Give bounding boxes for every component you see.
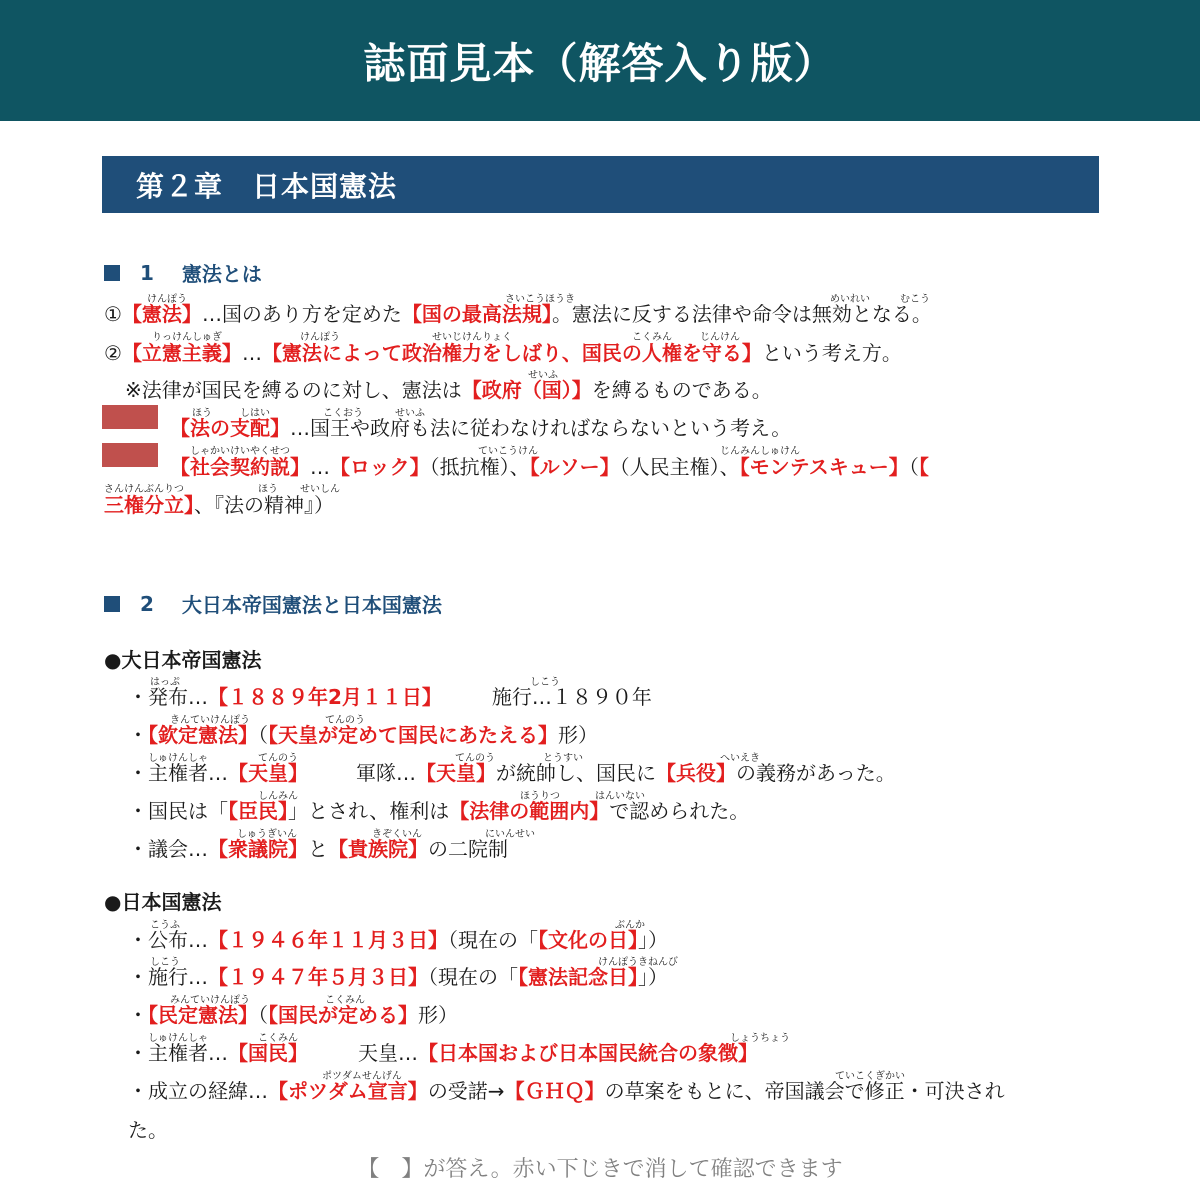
section-number: 2 [140, 591, 154, 616]
text-line [104, 493, 334, 517]
text-line [128, 1079, 1005, 1103]
square-icon [104, 265, 120, 281]
text: の二院制 [428, 837, 508, 861]
section-number: 1 [140, 260, 154, 285]
ruby: けんぽう [147, 294, 187, 305]
text: ・ [128, 1003, 148, 1027]
answer: 【ロック】 [330, 455, 430, 479]
ruby: こくみん [325, 995, 365, 1006]
text-line [128, 761, 896, 785]
ruby: こうふ [150, 920, 180, 931]
ruby: せいじけんりょく [432, 332, 512, 343]
text-line [125, 378, 772, 402]
answer: 【立憲主義】 [121, 341, 242, 365]
ruby: けんぽうきねんび [598, 957, 678, 968]
ruby: てんのう [258, 753, 298, 764]
text: … [310, 455, 330, 479]
ruby: せいふ [528, 370, 558, 381]
answer: 【民定憲法】 [148, 1003, 258, 1027]
text: 軍隊… [356, 761, 416, 785]
ruby: にいんせい [485, 829, 535, 840]
text-line [128, 837, 508, 861]
chapter-title: 第２章 日本国憲法 [136, 169, 398, 203]
marker: ① [104, 302, 122, 326]
ruby: しはい [240, 408, 270, 419]
text-line [104, 302, 932, 326]
ruby: てんのう [455, 753, 495, 764]
text: が統帥し、国民に [496, 761, 656, 785]
answer: 【天皇】 [228, 761, 308, 785]
red-sticker [102, 443, 158, 467]
text: ・ [128, 723, 148, 747]
answer: 【社会契約説】 [170, 455, 310, 479]
text: で認められた。 [609, 799, 750, 823]
text: （現在の「 [448, 928, 538, 952]
ruby: ていこうけん [478, 446, 538, 457]
text: の義務があった。 [736, 761, 896, 785]
text: 」） [638, 928, 668, 952]
ruby: じんみんしゅけん [720, 446, 800, 457]
ruby: しこう [150, 957, 180, 968]
answer: 【憲法記念日】 [518, 965, 638, 989]
text: （ [258, 1003, 268, 1027]
text: という考え方。 [761, 341, 902, 365]
section-title: 大日本帝国憲法と日本国憲法 [181, 593, 442, 617]
answer: 【１９４６年１１月３日】 [208, 928, 448, 952]
text: 。憲法に反する法律や命令は無効となる。 [551, 302, 932, 326]
text: （ [258, 723, 268, 747]
text: （現在の「 [428, 965, 518, 989]
text: 形） [558, 723, 598, 747]
ruby: しゅけんしゃ [148, 1033, 208, 1044]
ruby: とうすい [543, 753, 583, 764]
chapter-bar [102, 156, 1099, 213]
answer: 【１９４７年５月３日】 [208, 965, 428, 989]
marker: ② [104, 341, 122, 365]
answer: 【天皇が定めて国民にあたえる】 [268, 723, 558, 747]
answer: 【兵役】 [656, 761, 736, 785]
answer: 【天皇】 [416, 761, 496, 785]
text: （人民主権）、 [619, 455, 740, 479]
text-line [128, 1003, 458, 1027]
ruby: しょうちょう [730, 1033, 790, 1044]
ruby: はっぷ [150, 677, 180, 688]
answer: 【ＧＨＱ】 [504, 1079, 605, 1103]
text: ・主権者… [128, 1041, 228, 1065]
text-line [128, 1118, 168, 1142]
ruby: せいふ [395, 408, 425, 419]
answer: 【政府（国）】 [461, 378, 592, 402]
ruby: むこう [900, 294, 930, 305]
ruby: みんていけんぽう [170, 995, 250, 1006]
text: （抵抗権）、 [429, 455, 530, 479]
text: ・発布… [128, 685, 208, 709]
ruby: きんていけんぽう [170, 715, 250, 726]
answer: 【法律の範囲内】 [449, 799, 610, 823]
text: ・主権者… [128, 761, 228, 785]
text: 」） [638, 965, 668, 989]
top-banner [0, 0, 1200, 121]
footer-note: 【 】が答え。赤い下じきで消して確認できます [357, 1157, 843, 1182]
ruby: はんいない [595, 791, 645, 802]
section-2-heading [104, 589, 442, 618]
text: と [308, 837, 328, 861]
answer: 【ルソー】 [529, 455, 620, 479]
answer: 【法の支配】 [170, 416, 290, 440]
text: ・公布… [128, 928, 208, 952]
text-line [170, 455, 929, 479]
red-sticker [102, 405, 158, 429]
text: ・議会… [128, 837, 208, 861]
text: 」とされ、権利は [288, 799, 450, 823]
text-line [104, 341, 902, 365]
text: …国王や政府も法に従わなければならないという考え。 [290, 416, 792, 440]
text-line [128, 965, 668, 989]
ruby: めいれい [830, 294, 870, 305]
answer: 【国民が定める】 [268, 1003, 418, 1027]
text: ※法律が国民を縛るのに対し、憲法は [125, 378, 462, 402]
ruby: ほうりつ [520, 791, 560, 802]
text-line [128, 1041, 758, 1065]
text-line [128, 685, 652, 709]
text-line [170, 416, 791, 440]
answer: 三権分立】 [104, 493, 194, 517]
text: 施行…１８９０年 [491, 685, 652, 709]
ruby: ぶんか [615, 920, 645, 931]
page-title: 誌面見本（解答入り版） [363, 38, 837, 88]
text: の草案をもとに、帝国議会で修正・可決され [604, 1079, 1005, 1103]
ruby: こくみん [258, 1033, 298, 1044]
text: 形） [418, 1003, 458, 1027]
text: の受諾→ [427, 1079, 505, 1103]
text: 、『法の精神』） [194, 493, 334, 517]
text: …国のあり方を定めた [201, 302, 402, 326]
ruby: てんのう [325, 715, 365, 726]
section-title: 憲法とは [181, 262, 262, 286]
subsection-heading: ●日本国憲法 [104, 890, 222, 914]
ruby: せいしん [300, 484, 340, 495]
text: ・国民は「 [128, 799, 228, 823]
ruby: じんけん [700, 332, 740, 343]
ruby: ていこくぎかい [835, 1071, 905, 1082]
text: ・成立の経緯… [128, 1079, 268, 1103]
answer: 【国民】 [228, 1041, 308, 1065]
answer: 【日本国および日本国民統合の象徴】 [418, 1041, 758, 1065]
ruby: こくおう [323, 408, 363, 419]
answer: 【衆議院】 [208, 837, 308, 861]
ruby: しゅけんしゃ [148, 753, 208, 764]
ruby: きぞくいん [372, 829, 422, 840]
ruby: さんけんぶんりつ [104, 484, 184, 495]
answer: 【国の最高法規】 [401, 302, 552, 326]
ruby: しんみん [258, 791, 298, 802]
ruby: ポツダムせんげん [322, 1071, 402, 1082]
ruby: りっけんしゅぎ [152, 332, 222, 343]
answer: 【１８８９年2月１１日】 [208, 685, 442, 709]
answer: 【モンテスキュー】 [739, 455, 909, 479]
text-line [128, 928, 668, 952]
ruby: しゅうぎいん [237, 829, 297, 840]
answer: 【 [918, 455, 929, 479]
text-line [128, 723, 598, 747]
text: 天皇… [358, 1041, 418, 1065]
answer: 【文化の日】 [538, 928, 638, 952]
section-1-heading [104, 258, 262, 287]
ruby: さいこうほうき [505, 294, 575, 305]
answer: 【臣民】 [228, 799, 288, 823]
text: を縛るものである。 [591, 378, 772, 402]
answer: 【欽定憲法】 [148, 723, 258, 747]
answer: 【憲法】 [121, 302, 202, 326]
text: ・施行… [128, 965, 208, 989]
answer: 【貴族院】 [328, 837, 428, 861]
subsection-heading: ●大日本帝国憲法 [104, 648, 262, 672]
ruby: ほう [258, 484, 278, 495]
ruby: ほう [192, 408, 212, 419]
text: … [241, 341, 262, 365]
ruby: こくみん [632, 332, 672, 343]
text-line [128, 799, 749, 823]
ruby: けんぽう [300, 332, 340, 343]
answer: 【ポツダム宣言】 [268, 1079, 428, 1103]
ruby: しこう [530, 677, 560, 688]
answer: 【憲法によって政治権力をしばり、国民の人権を守る】 [261, 341, 762, 365]
ruby: しゃかいけいやくせつ [190, 446, 290, 457]
text: （ [908, 455, 919, 479]
square-icon [104, 596, 120, 612]
text: た。 [128, 1118, 168, 1142]
ruby: へいえき [720, 753, 760, 764]
